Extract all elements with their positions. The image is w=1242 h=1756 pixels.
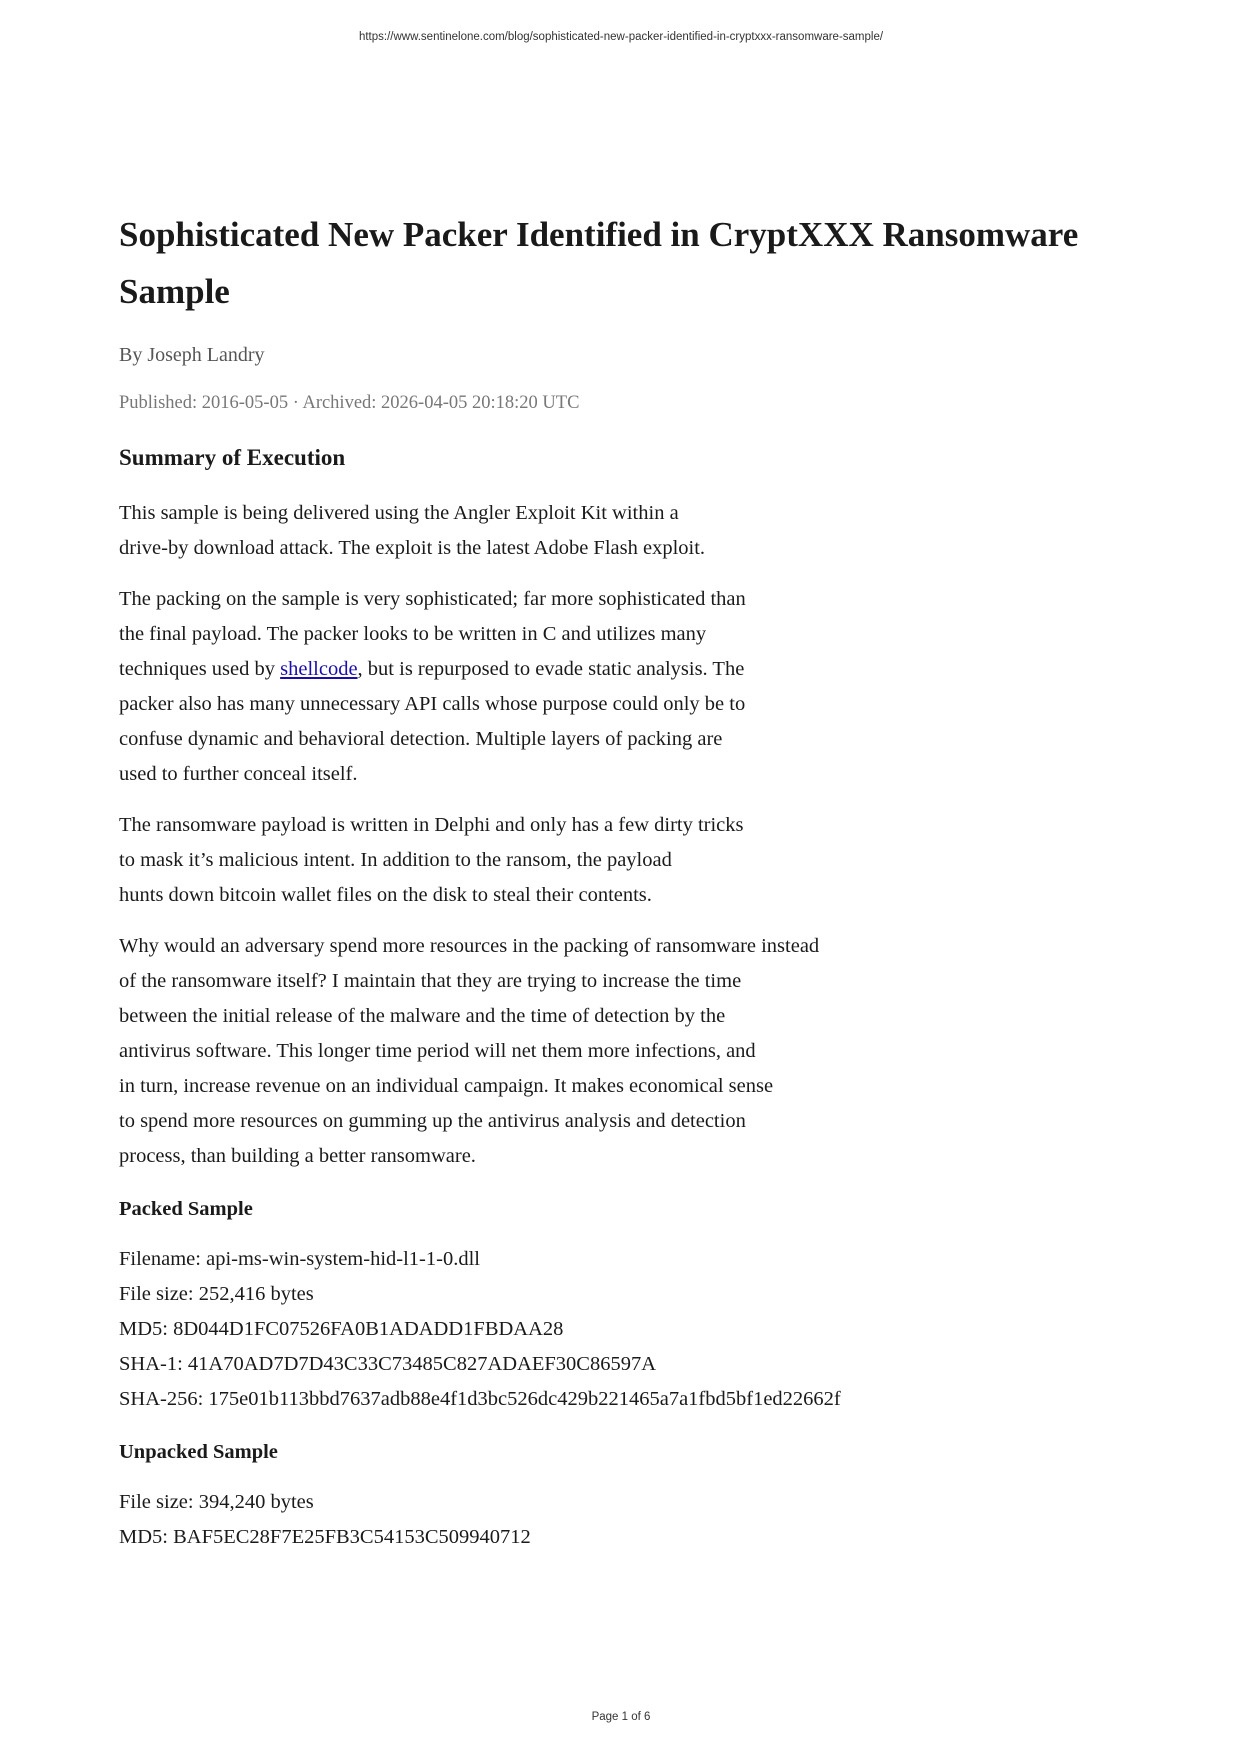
paragraph-4: Why would an adversary spend more resources in the packing of ransomware instead of the ransomware itself? I maintain that they are trying to increase the time between the initial release of the malware and the time of detection by the antivirus software. This longer time period will net them more infections, and in turn, increase revenue on an individual campaign. It makes economical sense to spend more resources on gumming up the antivirus analysis and detection process, than building a better ransomware. bbox=[119, 935, 820, 1167]
title-line-1: Sophisticated New Packer Identified in CryptXXX Ransomware bbox=[119, 215, 1079, 254]
section-heading-unpacked: Unpacked Sample bbox=[119, 1441, 278, 1463]
page-number: Page 1 of 6 bbox=[591, 1711, 651, 1723]
shellcode-link[interactable]: shellcode bbox=[280, 658, 358, 680]
section-heading-summary: Summary of Execution bbox=[119, 445, 346, 470]
section-heading-packed: Packed Sample bbox=[119, 1198, 253, 1220]
source-url: https://www.sentinelone.com/blog/sophisticated-new-packer-identified-in-cryptxxx-ransomware-sample/ bbox=[358, 31, 884, 43]
unpacked-sample-details: File size: 394,240 bytes MD5: BAF5EC28F7E25FB3C54153C509940712 bbox=[119, 1491, 531, 1548]
byline: By Joseph Landry bbox=[119, 344, 265, 366]
packed-sample-details: Filename: api-ms-win-system-hid-l1-1-0.dll File size: 252,416 bytes MD5: 8D044D1FC07526FA0B1ADADD1FBDAA28 SHA-1: 41A70AD7D7D43C33C73485C827ADAEF30C86597A SHA-256: 175e01b113bbd7637adb88e4f1d3bc526dc429b221465a7a1fbd5bf1ed22662f bbox=[119, 1248, 841, 1410]
publish-dates: Published: 2016-05-05 · Archived: 2026-04-05 20:18:20 UTC bbox=[119, 393, 580, 413]
article bbox=[119, 206, 1129, 1555]
paragraph-1: This sample is being delivered using the Angler Exploit Kit within a drive-by download attack. The exploit is the latest Adobe Flash exploit. bbox=[119, 502, 706, 559]
article-title bbox=[119, 206, 1129, 320]
paragraph-3: The ransomware payload is written in Delphi and only has a few dirty tricks to mask it’s malicious intent. In addition to the ransom, the payload hunts down bitcoin wallet files on the disk to steal their contents. bbox=[119, 814, 744, 906]
title-line-2: Sample bbox=[119, 272, 230, 311]
paragraph-2: The packing on the sample is very sophisticated; far more sophisticated than the final payload. The packer looks to be written in C and utilizes many techniques used by shellcode, but is repurposed to evade static analysis. The packer also has many unnecessary API calls whose purpose could only be to confuse dynamic and behavioral detection. Multiple layers of packing are used to further conceal itself. bbox=[119, 588, 746, 785]
